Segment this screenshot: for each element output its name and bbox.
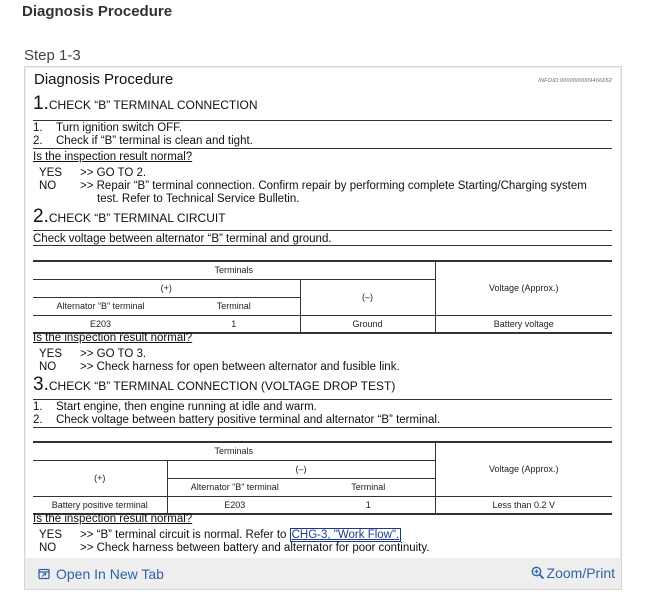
table-cell: Ground — [300, 315, 435, 333]
doc-id: INFOID:0000000009466652 — [538, 78, 612, 84]
step1-no-label: NO — [39, 180, 57, 192]
voltage-header: Voltage (Approx.) — [435, 442, 612, 496]
step2-heading-text: CHECK “B” TERMINAL CIRCUIT — [48, 211, 226, 225]
terminals-header: Terminals — [33, 261, 435, 279]
table-row — [33, 315, 612, 333]
work-flow-link[interactable]: CHG-3, "Work Flow". — [291, 529, 400, 541]
step2-yes-label: YES — [39, 348, 63, 360]
step3-no-label: NO — [39, 542, 57, 554]
connector-header: Alternator “B” terminal — [167, 478, 302, 496]
step2-voltage-table — [33, 260, 612, 334]
table-cell: 1 — [302, 496, 435, 514]
step1-question: Is the inspection result normal? — [33, 151, 193, 163]
table-cell: 1 — [168, 315, 300, 333]
table-cell: E203 — [167, 496, 302, 514]
document-card — [24, 66, 622, 590]
divider — [33, 148, 612, 149]
step1-line1: Turn ignition switch OFF. — [56, 122, 183, 134]
terminals-header: Terminals — [33, 442, 435, 460]
zoom-in-icon — [531, 566, 545, 583]
step3-no-text: >> Check harness between battery and alternator for poor continuity. — [80, 542, 430, 554]
step3-yes-label: YES — [39, 529, 63, 541]
step2-yes-text: >> GO TO 3. — [80, 348, 147, 360]
page-title: Diagnosis Procedure — [22, 3, 173, 20]
step1-line2-num: 2. — [33, 135, 43, 147]
step1-yes-text: >> GO TO 2. — [80, 167, 147, 179]
terminal-header: Terminal — [302, 478, 435, 496]
step3-line1-num: 1. — [33, 401, 43, 413]
step3-line2: Check voltage between battery positive terminal and alternator “B” terminal. — [56, 414, 441, 426]
step1-heading-text: CHECK “B” TERMINAL CONNECTION — [48, 98, 258, 112]
divider — [33, 399, 612, 400]
step3-yes-row — [39, 529, 62, 541]
step3-line2-num: 2. — [33, 414, 43, 426]
step3-question: Is the inspection result normal? — [33, 513, 193, 525]
divider — [33, 230, 612, 231]
step1-no-text-cont: test. Refer to Technical Service Bulletin. — [97, 193, 300, 205]
open-in-new-tab-icon — [38, 567, 50, 583]
step2-instruction: Check voltage between alternator “B” terminal and ground. — [33, 233, 332, 245]
table-cell: Battery voltage — [435, 315, 612, 333]
zoom-print-label: Zoom/Print — [546, 565, 615, 581]
terminal-header: Terminal — [168, 297, 300, 315]
step2-no-text: >> Check harness for open between alternator and fusible link. — [80, 361, 400, 373]
card-footer — [25, 558, 621, 589]
plus-header: (+) — [33, 279, 300, 297]
connector-header: Alternator “B” terminal — [33, 297, 168, 315]
step3-heading-text: CHECK “B” TERMINAL CONNECTION (VOLTAGE DROP TEST) — [48, 379, 396, 393]
step1-line2: Check if “B” terminal is clean and tight. — [56, 135, 253, 147]
voltage-header: Voltage (Approx.) — [435, 261, 612, 315]
step1-heading — [33, 93, 258, 115]
table-row — [33, 496, 612, 514]
step1-yes-label: YES — [39, 167, 63, 179]
step3-yes-text-row — [80, 529, 401, 541]
minus-header: (–) — [300, 279, 435, 315]
step3-voltage-table — [33, 441, 612, 515]
plus-header: (+) — [33, 460, 167, 496]
step3-number: 3. — [33, 374, 49, 395]
table-row — [33, 261, 612, 279]
step1-no-text: >> Repair “B” terminal connection. Confirm repair by performing complete Starting/Charging system — [80, 180, 587, 192]
step2-number: 2. — [33, 206, 49, 227]
step2-heading — [33, 206, 226, 228]
step3-heading — [33, 374, 395, 396]
divider — [33, 245, 612, 246]
zoom-print-link[interactable] — [531, 565, 615, 583]
document-image — [26, 68, 620, 558]
divider — [33, 427, 612, 428]
step-label: Step 1-3 — [24, 47, 81, 64]
step3-line1: Start engine, then engine running at idle and warm. — [56, 401, 317, 413]
step2-question: Is the inspection result normal? — [33, 332, 193, 344]
open-in-new-tab-link[interactable] — [38, 566, 164, 583]
minus-header: (–) — [167, 460, 435, 478]
doc-title: Diagnosis Procedure — [34, 71, 174, 88]
table-cell: E203 — [33, 315, 168, 333]
step1-number: 1. — [33, 93, 49, 114]
table-cell: Less than 0.2 V — [435, 496, 612, 514]
step1-line1-num: 1. — [33, 122, 43, 134]
step2-no-label: NO — [39, 361, 57, 373]
divider — [33, 120, 612, 121]
table-cell: Battery positive terminal — [33, 496, 167, 514]
table-row — [33, 442, 612, 460]
step3-yes-text: >> “B” terminal circuit is normal. Refer to — [80, 529, 287, 541]
open-in-new-tab-label: Open In New Tab — [56, 566, 164, 582]
